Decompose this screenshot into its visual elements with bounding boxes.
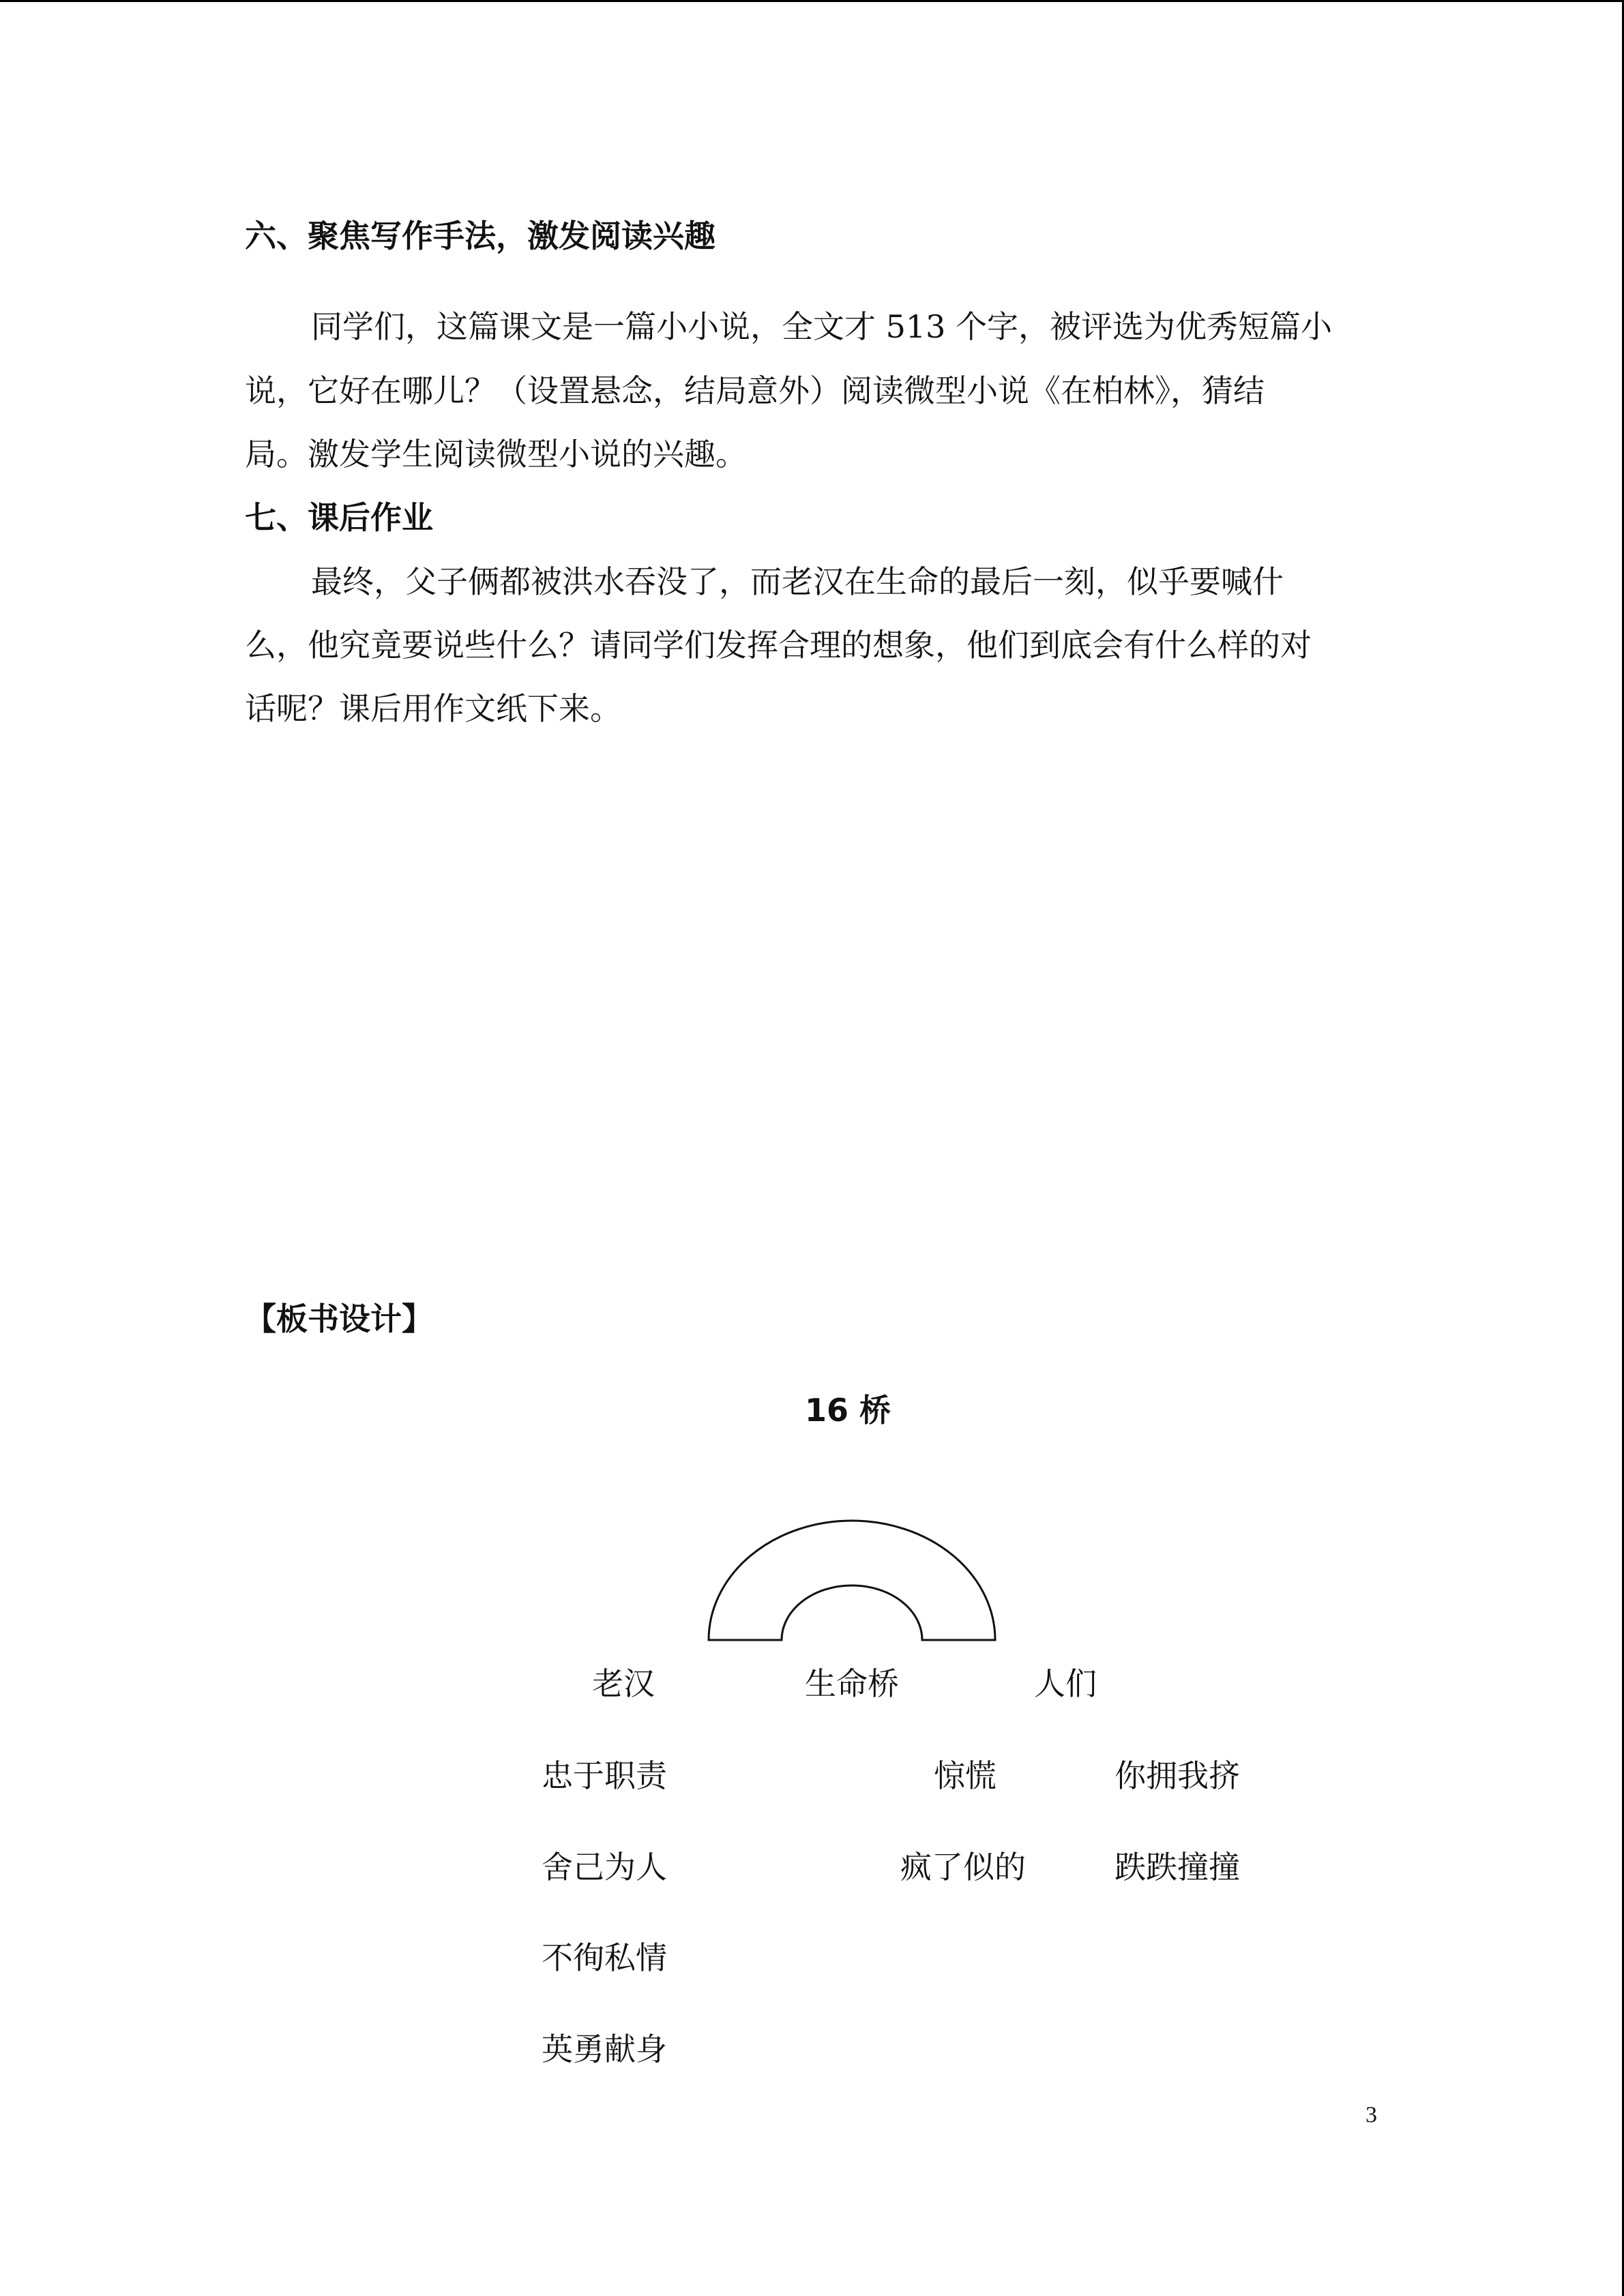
section-seven-heading: 七、课后作业	[245, 499, 433, 536]
label-life-bridge: 生命桥	[805, 1665, 899, 1702]
left-word-1: 忠于职责	[542, 1757, 667, 1794]
top-border	[0, 0, 1624, 2]
section-seven-line-1: 最终，父子俩都被洪水吞没了，而老汉在生命的最后一刻，似乎要喊什	[311, 563, 1284, 600]
label-people: 人们	[1034, 1665, 1097, 1702]
section-seven-line-3: 话呢？课后用作文纸下来。	[245, 690, 621, 727]
right-word-2: 跌跌撞撞	[1114, 1849, 1240, 1885]
page-number: 3	[1365, 2102, 1377, 2128]
section-six-line-1: 同学们，这篇课文是一篇小小说，全文才 513 个字，被评选为优秀短篇小	[311, 308, 1333, 345]
left-word-3: 不徇私情	[542, 1939, 667, 1976]
section-six-line-3: 局。激发学生阅读微型小说的兴趣。	[245, 436, 747, 473]
section-six-line-2: 说，它好在哪儿？（设置悬念，结局意外）阅读微型小说《在柏林》，猜结	[245, 372, 1265, 409]
section-seven-line-2: 么，他究竟要说些什么？请同学们发挥合理的想象，他们到底会有什么样的对	[245, 627, 1312, 664]
middle-word-1: 惊慌	[934, 1757, 996, 1794]
board-heading: 【板书设计】	[245, 1300, 433, 1337]
section-six-heading: 六、聚焦写作手法，激发阅读兴趣	[245, 218, 715, 254]
left-word-2: 舍己为人	[542, 1849, 667, 1885]
left-word-4: 英勇献身	[542, 2031, 667, 2068]
board-title: 16 桥	[805, 1392, 891, 1429]
bridge-arch-icon	[703, 1517, 1003, 1643]
middle-word-2: 疯了似的	[900, 1849, 1026, 1885]
label-old-man: 老汉	[592, 1665, 655, 1702]
right-word-1: 你拥我挤	[1114, 1757, 1240, 1794]
